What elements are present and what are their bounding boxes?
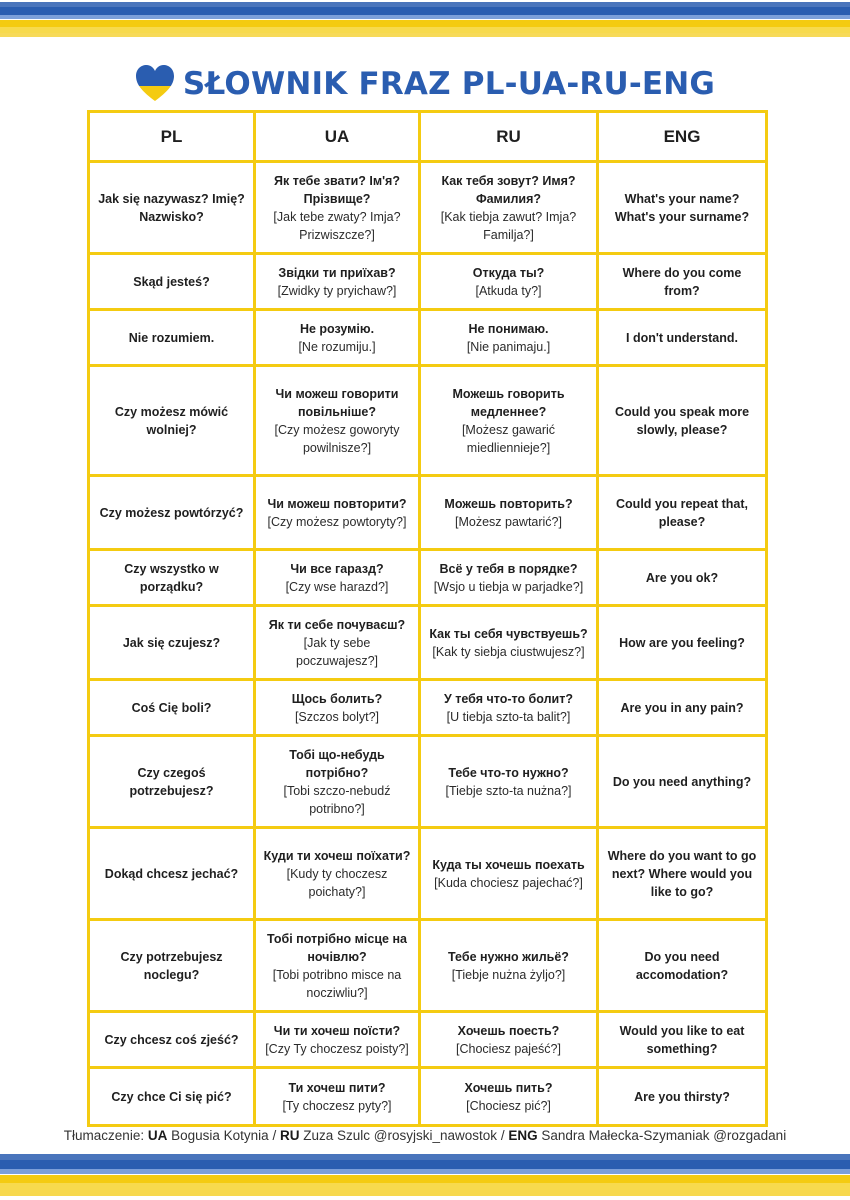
ru-phrase: Не понимаю. — [468, 321, 549, 336]
ua-transliteration: [Tobi szczo-nebudź potribno?] — [283, 783, 391, 816]
page-title: SŁOWNIK FRAZ PL-UA-RU-ENG — [182, 66, 716, 102]
ru-phrase: Хочешь пить? — [464, 1080, 553, 1095]
ua-phrase: Звідки ти приїхав? — [278, 265, 396, 280]
table-header-row — [89, 112, 767, 162]
ua-transliteration: [Czy możesz powtoryty?] — [267, 514, 407, 529]
ru-phrase: Всё у тебя в порядке? — [439, 561, 578, 576]
cell-ua — [255, 162, 420, 254]
cell-ua — [255, 1068, 420, 1126]
cell-ru — [420, 476, 598, 550]
ru-transliteration: [Chociesz pajeść?] — [456, 1041, 561, 1056]
ua-phrase: Ти хочеш пити? — [288, 1080, 386, 1095]
ru-phrase: Откуда ты? — [472, 265, 545, 280]
bottom-stripes — [0, 1152, 850, 1200]
ru-transliteration: [Możesz pawtarić?] — [455, 514, 562, 529]
ua-phrase: Тобі що-небудь потрібно? — [289, 747, 385, 780]
cell-eng: Do you need accomodation? — [598, 920, 767, 1012]
table-row — [89, 1012, 767, 1068]
ru-transliteration: [Kak ty siebja ciustwujesz?] — [432, 644, 585, 659]
cell-eng: Are you thirsty? — [598, 1068, 767, 1126]
cell-ru — [420, 550, 598, 606]
cell-pl: Jak się nazywasz? Imię? Nazwisko? — [89, 162, 255, 254]
ru-transliteration: [U tiebja szto-ta balit?] — [446, 709, 571, 724]
cell-ru — [420, 366, 598, 476]
cell-ua — [255, 920, 420, 1012]
ru-transliteration: [Chociesz pić?] — [466, 1098, 551, 1113]
cell-ua — [255, 736, 420, 828]
ru-transliteration: [Nie panimaju.] — [466, 339, 551, 354]
credits-prefix: Tłumaczenie: — [63, 1128, 145, 1143]
cell-eng: Would you like to eat something? — [598, 1012, 767, 1068]
credits — [0, 1128, 850, 1143]
cell-ua — [255, 310, 420, 366]
cell-ru — [420, 254, 598, 310]
ua-transliteration: [Szczos bolyt?] — [294, 709, 380, 724]
ru-phrase: Куда ты хочешь поехать — [432, 857, 585, 872]
cell-eng: Do you need anything? — [598, 736, 767, 828]
cell-pl: Dokąd chcesz jechać? — [89, 828, 255, 920]
cell-ua — [255, 550, 420, 606]
header-ua: UA — [255, 112, 420, 162]
cell-ua — [255, 254, 420, 310]
ua-transliteration: [Tobi potribno misce na nocziwliu?] — [272, 967, 402, 1000]
ua-phrase: Чи все гаразд? — [290, 561, 384, 576]
table-row — [89, 550, 767, 606]
ru-transliteration: [Tiebje nużna żyljo?] — [451, 967, 566, 982]
cell-ru — [420, 162, 598, 254]
cell-eng: What's your name? What's your surname? — [598, 162, 767, 254]
ua-transliteration: [Kudy ty choczesz poichaty?] — [286, 866, 388, 899]
ua-phrase: Чи ти хочеш поїсти? — [273, 1023, 401, 1038]
ru-transliteration: [Możesz gawarić miedliennieje?] — [461, 422, 556, 455]
cell-pl: Czy możesz mówić wolniej? — [89, 366, 255, 476]
ru-transliteration: [Kak tiebja zawut? Imja? Familja?] — [440, 209, 577, 242]
cell-eng: Are you in any pain? — [598, 680, 767, 736]
heart-icon — [135, 64, 175, 104]
table-row — [89, 1068, 767, 1126]
table-row — [89, 680, 767, 736]
header-eng: ENG — [598, 112, 767, 162]
cell-ua — [255, 476, 420, 550]
ru-phrase: Тебе что-то нужно? — [448, 765, 569, 780]
cell-ru — [420, 736, 598, 828]
cell-ru — [420, 1068, 598, 1126]
ru-phrase: Хочешь поесть? — [457, 1023, 560, 1038]
ua-phrase: Як тебе звати? Ім'я? Прізвище? — [274, 173, 400, 206]
cell-ru — [420, 1012, 598, 1068]
credits-separator: / — [272, 1128, 277, 1143]
ru-transliteration: [Atkuda ty?] — [475, 283, 542, 298]
cell-pl: Czy wszystko w porządku? — [89, 550, 255, 606]
ua-phrase: Щось болить? — [291, 691, 383, 706]
cell-ru — [420, 310, 598, 366]
cell-eng: Could you speak more slowly, please? — [598, 366, 767, 476]
table-row — [89, 828, 767, 920]
ua-phrase: Не розумію. — [299, 321, 375, 336]
table-row — [89, 606, 767, 680]
cell-ua — [255, 680, 420, 736]
cell-ua — [255, 366, 420, 476]
credits-ru-label: RU — [280, 1128, 300, 1143]
cell-pl: Czy chcesz coś zjeść? — [89, 1012, 255, 1068]
cell-pl: Skąd jesteś? — [89, 254, 255, 310]
ru-transliteration: [Kuda chociesz pajechać?] — [434, 875, 583, 890]
table-row — [89, 366, 767, 476]
ru-phrase: Можешь повторить? — [444, 496, 573, 511]
cell-pl: Coś Cię boli? — [89, 680, 255, 736]
ua-transliteration: [Ne rozumiju.] — [298, 339, 376, 354]
credits-ua-name: Bogusia Kotynia — [171, 1128, 269, 1143]
cell-eng: Could you repeat that, please? — [598, 476, 767, 550]
table-row — [89, 920, 767, 1012]
header — [0, 58, 850, 110]
header-ru: RU — [420, 112, 598, 162]
table-row — [89, 476, 767, 550]
cell-ua — [255, 1012, 420, 1068]
ru-transliteration: [Tiebje szto-ta nużna?] — [445, 783, 572, 798]
ua-phrase: Чи можеш повторити? — [267, 496, 407, 511]
ua-transliteration: [Czy Ty choczesz poisty?] — [265, 1041, 409, 1056]
cell-pl: Czy chce Ci się pić? — [89, 1068, 255, 1126]
cell-eng: Are you ok? — [598, 550, 767, 606]
cell-eng: Where do you come from? — [598, 254, 767, 310]
ua-phrase: Чи можеш говорити повільніше? — [275, 386, 399, 419]
ru-phrase: Как тебя зовут? Имя? Фамилия? — [441, 173, 576, 206]
credits-ru-name: Zuza Szulc @rosyjski_nawostok — [303, 1128, 498, 1143]
table-row — [89, 162, 767, 254]
table-row — [89, 736, 767, 828]
cell-eng: Where do you want to go next? Where would you like to go? — [598, 828, 767, 920]
cell-pl: Czy czegoś potrzebujesz? — [89, 736, 255, 828]
ru-phrase: У тебя что-то болит? — [444, 691, 573, 706]
cell-eng: How are you feeling? — [598, 606, 767, 680]
ua-phrase: Як ти себе почуваєш? — [268, 617, 406, 632]
cell-ua — [255, 828, 420, 920]
ua-phrase: Тобі потрібно місце на ночівлю? — [267, 931, 407, 964]
ru-phrase: Тебе нужно жильё? — [448, 949, 569, 964]
cell-ru — [420, 606, 598, 680]
table-row — [89, 254, 767, 310]
cell-pl: Czy potrzebujesz noclegu? — [89, 920, 255, 1012]
ua-transliteration: [Zwidky ty pryichaw?] — [277, 283, 397, 298]
ua-transliteration: [Jak ty sebe poczuwajesz?] — [296, 635, 378, 668]
ru-transliteration: [Wsjo u tiebja w parjadke?] — [433, 579, 584, 594]
cell-ru — [420, 828, 598, 920]
credits-ua-label: UA — [147, 1128, 168, 1143]
ua-transliteration: [Czy wse harazd?] — [285, 579, 389, 594]
ua-transliteration: [Ty choczesz pyty?] — [282, 1098, 392, 1113]
cell-ru — [420, 920, 598, 1012]
cell-pl: Czy możesz powtórzyć? — [89, 476, 255, 550]
cell-pl: Jak się czujesz? — [89, 606, 255, 680]
cell-pl: Nie rozumiem. — [89, 310, 255, 366]
credits-eng-label: ENG — [508, 1128, 538, 1143]
credits-eng-name: Sandra Małecka-Szymaniak @rozgadani — [541, 1128, 787, 1143]
credits-separator: / — [500, 1128, 505, 1143]
ua-transliteration: [Jak tebe zwaty? Imja? Prizwiszcze?] — [273, 209, 401, 242]
top-stripes — [0, 0, 850, 42]
ua-phrase: Куди ти хочеш поїхати? — [263, 848, 411, 863]
ru-phrase: Можешь говорить медленнее? — [452, 386, 565, 419]
table-row — [89, 310, 767, 366]
header-pl: PL — [89, 112, 255, 162]
ua-transliteration: [Czy możesz goworyty powilnisze?] — [274, 422, 400, 455]
phrase-table — [87, 110, 765, 1114]
cell-ua — [255, 606, 420, 680]
ru-phrase: Как ты себя чувствуешь? — [429, 626, 588, 641]
cell-ru — [420, 680, 598, 736]
cell-eng: I don't understand. — [598, 310, 767, 366]
